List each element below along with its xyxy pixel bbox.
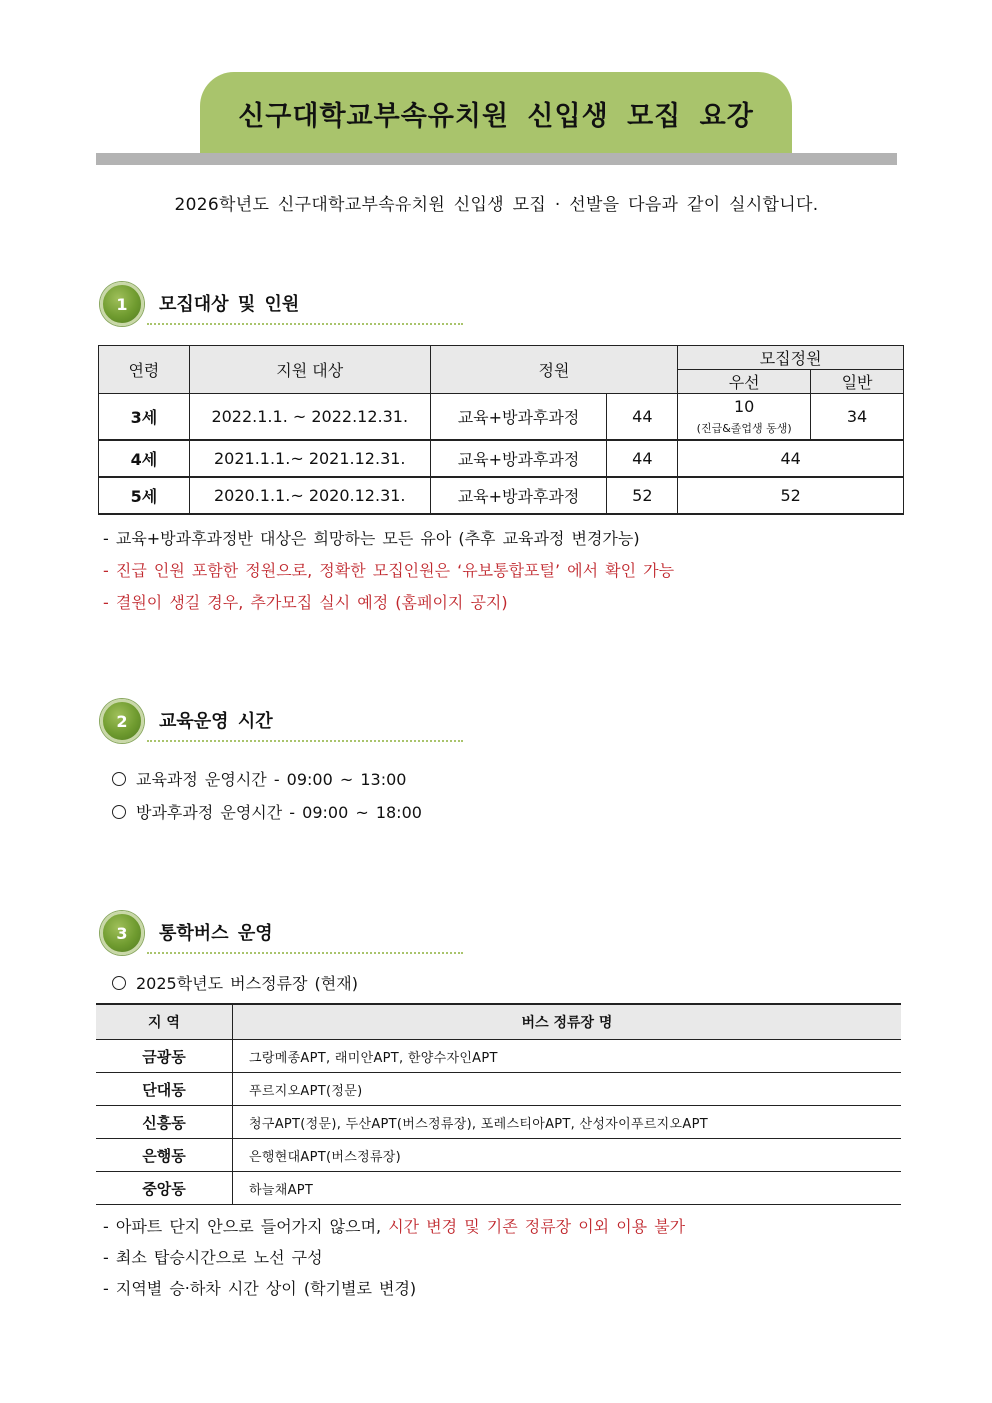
stops-cell: 푸르지오APT(정문): [233, 1073, 902, 1106]
recruit-note: - 교육+방과후과정반 대상은 희망하는 모든 유아 (추후 교육과정 변경가능): [103, 529, 640, 548]
section-title: 교육운영 시간: [159, 711, 273, 732]
course-cell: 교육+방과후과정: [430, 440, 607, 477]
header-target: 지원 대상: [189, 346, 430, 394]
hours-text: 방과후과정 운영시간 - 09:00 ~ 18:00: [136, 803, 422, 822]
recruit-note: - 진급 인원 포함한 정원으로, 정확한 모집인원은 ‘유보통합포털’ 에서 확인 가능: [103, 561, 675, 580]
section-number-badge: 3: [100, 911, 144, 955]
stops-cell: 은행현대APT(버스정류장): [233, 1139, 902, 1172]
header-area: 지 역: [96, 1004, 233, 1040]
age-cell: 3세: [99, 394, 190, 440]
page-title: 신구대학교부속유치원 신입생 모집 요강: [238, 100, 754, 132]
header-quota: 모집정원: [678, 346, 904, 370]
area-cell: 단대동: [96, 1073, 233, 1106]
circle-bullet-icon: [112, 805, 126, 819]
priority-note: (진급&졸업생 동생): [696, 421, 792, 435]
section-title: 통학버스 운영: [159, 923, 273, 944]
table-row: [99, 394, 904, 440]
recruit-note: - 결원이 생길 경우, 추가모집 실시 예정 (홈페이지 공지): [103, 593, 508, 612]
table-row: [96, 1040, 901, 1073]
table-row: [96, 1106, 901, 1139]
hours-item: [112, 800, 422, 823]
target-cell: 2022.1.1. ~ 2022.12.31.: [189, 394, 430, 440]
area-cell: 중앙동: [96, 1172, 233, 1205]
intro-text: 2026학년도 신구대학교부속유치원 신입생 모집 · 선발을 다음과 같이 실시합니다.: [174, 195, 819, 215]
header-priority: 우선: [678, 370, 811, 394]
bus-note-text: - 아파트 단지 안으로 들어가지 않으며,: [103, 1217, 389, 1236]
target-cell: 2020.1.1.~ 2020.12.31.: [189, 477, 430, 514]
bus-subtitle-text: 2025학년도 버스정류장 (현재): [136, 974, 358, 993]
circle-bullet-icon: [112, 772, 126, 786]
section-number-badge: 1: [100, 282, 144, 326]
stops-cell: 청구APT(정문), 두산APT(버스정류장), 포레스티아APT, 산성자이푸르지오APT: [233, 1106, 902, 1139]
stops-cell: 그랑메종APT, 래미안APT, 한양수자인APT: [233, 1040, 902, 1073]
table-row: [99, 440, 904, 477]
area-cell: 신흥동: [96, 1106, 233, 1139]
table-row: [96, 1172, 901, 1205]
table-row: [96, 1073, 901, 1106]
header-age: 연령: [99, 346, 190, 394]
title-rule: [96, 153, 897, 165]
general-cell: 34: [811, 394, 904, 440]
bus-note: - 지역별 승‧하차 시간 상이 (학기별로 변경): [103, 1279, 417, 1298]
course-cell: 교육+방과후과정: [430, 477, 607, 514]
table-row: [96, 1139, 901, 1172]
age-cell: 5세: [99, 477, 190, 514]
title-banner: [200, 72, 792, 154]
capacity-cell: 52: [607, 477, 678, 514]
hours-item: [112, 767, 406, 790]
section-number-badge: 2: [100, 699, 144, 743]
bus-note: - 최소 탑승시간으로 노선 구성: [103, 1248, 323, 1267]
quota-cell: 44: [678, 440, 904, 477]
quota-cell: 52: [678, 477, 904, 514]
header-stops: 버스 정류장 명: [233, 1004, 902, 1040]
header-general: 일반: [811, 370, 904, 394]
header-capacity: 정원: [430, 346, 678, 394]
bus-note: [103, 1214, 685, 1237]
section-divider: [147, 740, 463, 742]
bus-table: [96, 1003, 901, 1205]
area-cell: 금광동: [96, 1040, 233, 1073]
bus-note-warning: 시간 변경 및 기존 정류장 이외 이용 불가: [388, 1217, 686, 1236]
recruit-table: [98, 345, 904, 515]
area-cell: 은행동: [96, 1139, 233, 1172]
capacity-cell: 44: [607, 440, 678, 477]
priority-cell: [678, 394, 811, 440]
circle-bullet-icon: [112, 976, 126, 990]
table-row: [99, 477, 904, 514]
bus-subtitle: [112, 971, 358, 994]
course-cell: 교육+방과후과정: [430, 394, 607, 440]
section-divider: [147, 323, 463, 325]
stops-cell: 하늘채APT: [233, 1172, 902, 1205]
capacity-cell: 44: [607, 394, 678, 440]
section-divider: [147, 952, 463, 954]
age-cell: 4세: [99, 440, 190, 477]
section-title: 모집대상 및 인원: [159, 294, 300, 315]
priority-value: 10: [734, 396, 755, 416]
hours-text: 교육과정 운영시간 - 09:00 ~ 13:00: [136, 770, 407, 789]
target-cell: 2021.1.1.~ 2021.12.31.: [189, 440, 430, 477]
